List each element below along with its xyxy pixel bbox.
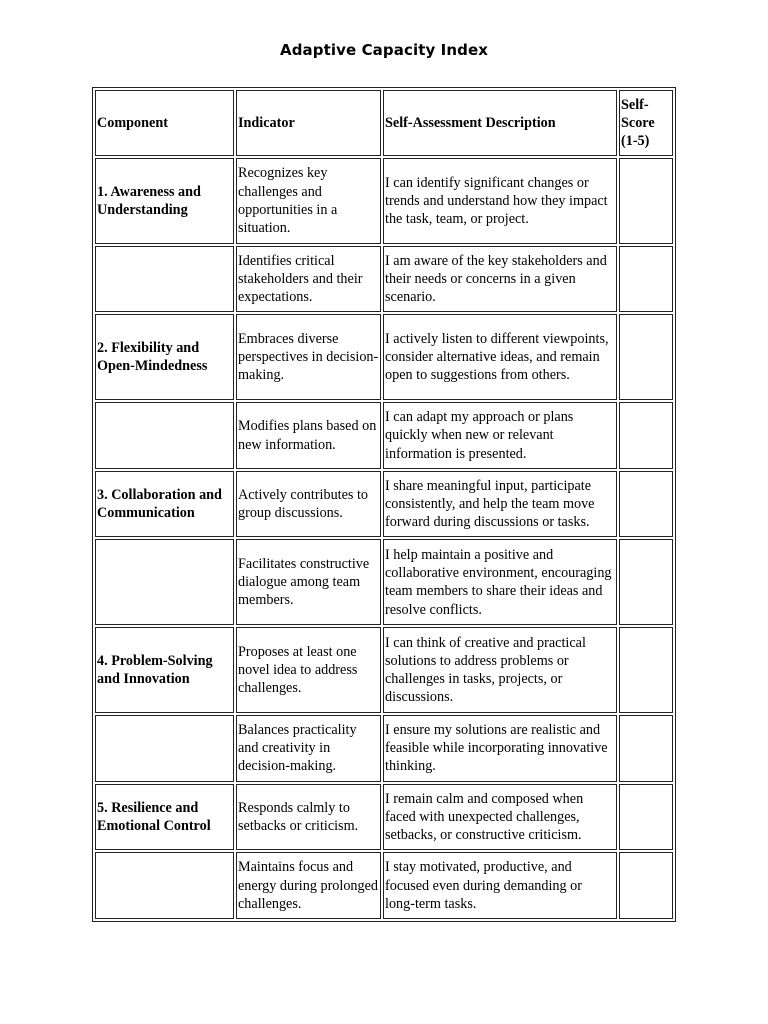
table-row — [95, 471, 673, 538]
table-row — [95, 158, 673, 244]
indicator-cell: Facilitates constructive dialogue among team members. — [236, 539, 381, 625]
component-cell: 5. Resilience and Emotional Control — [95, 784, 234, 851]
table-row — [95, 784, 673, 851]
score-cell[interactable] — [619, 158, 673, 244]
header-component: Component — [95, 90, 234, 156]
component-cell — [95, 402, 234, 469]
indicator-cell: Responds calmly to setbacks or criticism. — [236, 784, 381, 851]
score-cell[interactable] — [619, 402, 673, 469]
description-cell: I can think of creative and practical solutions to address problems or challenges in tasks, projects, or discussions. — [383, 627, 617, 713]
description-cell: I actively listen to different viewpoints, consider alternative ideas, and remain open to suggestions from others. — [383, 314, 617, 400]
indicator-cell: Identifies critical stakeholders and their expectations. — [236, 246, 381, 313]
table-row — [95, 627, 673, 713]
component-cell: 3. Collaboration and Communication — [95, 471, 234, 538]
indicator-cell: Modifies plans based on new information. — [236, 402, 381, 469]
description-cell: I can adapt my approach or plans quickly when new or relevant information is presented. — [383, 402, 617, 469]
header-indicator: Indicator — [236, 90, 381, 156]
description-cell: I help maintain a positive and collaborative environment, encouraging team members to share their ideas and resolve conflicts. — [383, 539, 617, 625]
table-row — [95, 852, 673, 919]
table-row — [95, 402, 673, 469]
score-cell[interactable] — [619, 852, 673, 919]
score-cell[interactable] — [619, 715, 673, 782]
score-cell[interactable] — [619, 539, 673, 625]
indicator-cell: Actively contributes to group discussions. — [236, 471, 381, 538]
indicator-cell: Embraces diverse perspectives in decision-making. — [236, 314, 381, 400]
score-cell[interactable] — [619, 246, 673, 313]
component-cell: 4. Problem-Solving and Innovation — [95, 627, 234, 713]
description-cell: I ensure my solutions are realistic and feasible while incorporating innovative thinking. — [383, 715, 617, 782]
indicator-cell: Maintains focus and energy during prolonged challenges. — [236, 852, 381, 919]
table-row — [95, 539, 673, 625]
table-row — [95, 246, 673, 313]
component-cell — [95, 852, 234, 919]
indicator-cell: Recognizes key challenges and opportunities in a situation. — [236, 158, 381, 244]
score-cell[interactable] — [619, 627, 673, 713]
score-cell[interactable] — [619, 314, 673, 400]
header-self-score: Self-Score (1-5) — [619, 90, 673, 156]
description-cell: I stay motivated, productive, and focused even during demanding or long-term tasks. — [383, 852, 617, 919]
component-cell: 1. Awareness and Understanding — [95, 158, 234, 244]
component-cell — [95, 246, 234, 313]
table-row — [95, 314, 673, 400]
page-title: Adaptive Capacity Index — [279, 41, 489, 59]
description-cell: I share meaningful input, participate consistently, and help the team move forward during discussions or tasks. — [383, 471, 617, 538]
description-cell: I remain calm and composed when faced with unexpected challenges, setbacks, or constructive criticism. — [383, 784, 617, 851]
assessment-table — [93, 88, 675, 921]
indicator-cell: Balances practicality and creativity in decision-making. — [236, 715, 381, 782]
description-cell: I can identify significant changes or trends and understand how they impact the task, team, or project. — [383, 158, 617, 244]
component-cell — [95, 539, 234, 625]
table-header-row — [95, 90, 673, 156]
table-row — [95, 715, 673, 782]
indicator-cell: Proposes at least one novel idea to address challenges. — [236, 627, 381, 713]
header-description: Self-Assessment Description — [383, 90, 617, 156]
score-cell[interactable] — [619, 471, 673, 538]
component-cell: 2. Flexibility and Open-Mindedness — [95, 314, 234, 400]
score-cell[interactable] — [619, 784, 673, 851]
description-cell: I am aware of the key stakeholders and their needs or concerns in a given scenario. — [383, 246, 617, 313]
assessment-table-frame — [92, 87, 676, 922]
component-cell — [95, 715, 234, 782]
